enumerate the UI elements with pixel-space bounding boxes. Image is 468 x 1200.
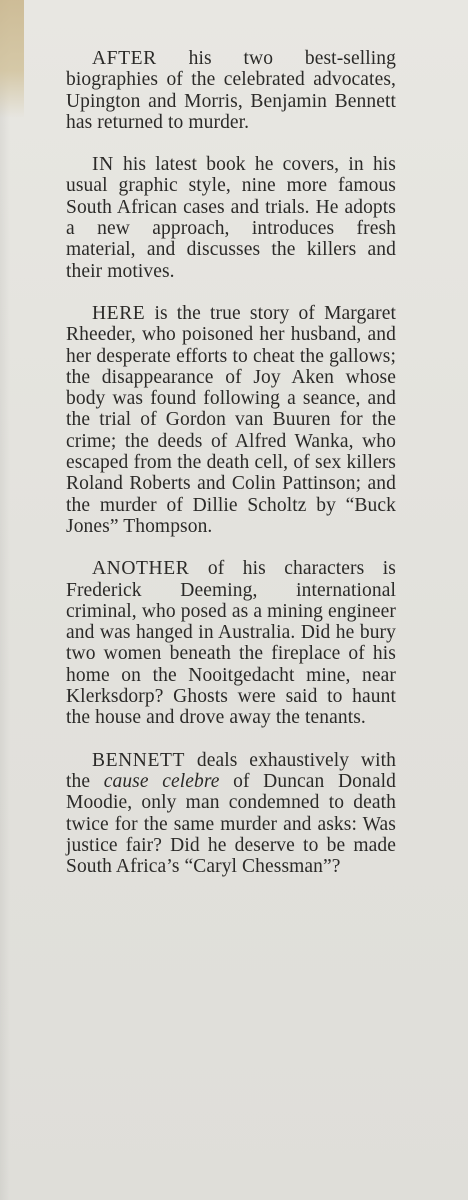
paragraph-lead-word: HERE — [92, 302, 146, 324]
paragraph-another — [66, 558, 396, 728]
paragraph-body: his latest book he covers, in his usual graphic style, nine more famous South African cases and trials. He adopts a new approach, introduces fresh material, and discusses the killers and their motives. — [66, 154, 396, 282]
blurb-text — [66, 48, 396, 898]
paragraph-body: is the true story of Margaret Rheeder, who poisoned her husband, and her desperate efforts to cheat the gallows; the disappearance of Joy Aken whose body was found following a seance, and the trial of Gordon van Buuren for the crime; the deeds of Alfred Wanka, who escaped from the death cell, of sex killers Roland Roberts and Colin Pattinson; and the murder of Dillie Scholtz by “Buck Jones” Thompson. — [66, 302, 396, 537]
paragraph-body-start: deals exhaustively with the — [66, 749, 396, 792]
paper-stain — [0, 0, 24, 118]
paragraph-lead-word: AFTER — [92, 48, 157, 69]
paragraph-after — [66, 48, 396, 133]
paragraph-in — [66, 154, 396, 282]
paragraph-lead-word: BENNETT — [92, 749, 186, 771]
italic-phrase: cause celebre — [103, 770, 220, 792]
paragraph-body: his two best-selling biographies of the celebrated advocates, Upington and Morris, Benjamin Bennett has returned to murder. — [66, 48, 396, 133]
paragraph-lead-word: IN — [92, 154, 114, 176]
paragraph-bennett — [66, 750, 396, 878]
paragraph-lead-word: ANOTHER — [92, 558, 190, 580]
paragraph-body-end: of Duncan Donald Moodie, only man condemned to death twice for the same murder and asks: Was justice fair? Did he deserve to be made South Africa’s “Caryl Chessman”? — [66, 770, 396, 878]
paragraph-body: of his characters is Frederick Deeming, international criminal, who posed as a mining engineer and was hanged in Australia. Did he bury two women beneath the fireplace of his home on the Nooitgedacht mine, near Klerksdorp? Ghosts were said to haunt the house and drove away the tenants. — [66, 558, 396, 729]
paragraph-here — [66, 303, 396, 537]
